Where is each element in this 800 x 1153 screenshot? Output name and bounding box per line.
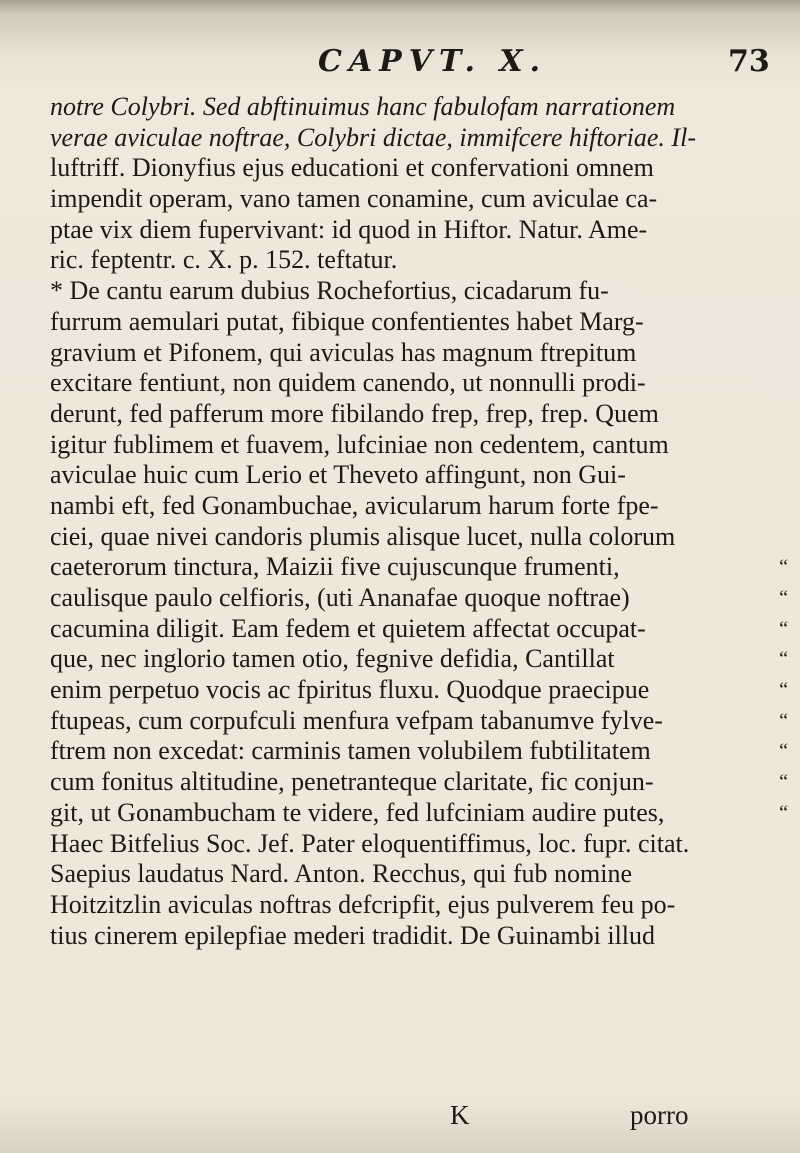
- text-line: [50, 245, 780, 276]
- text-line-content: igitur fublimem et fuavem, lufciniae non cedentem, cantum: [50, 429, 669, 459]
- text-line-content: tius cinerem epilepfiae mederi tradidit. De Guinambi illud: [50, 920, 656, 950]
- catchword: porro: [630, 1100, 689, 1130]
- text-line: [50, 276, 780, 307]
- text-line-content: Haec Bitfelius Soc. Jef. Pater eloquentiffimus, loc. fupr. citat.: [50, 828, 690, 858]
- text-line: [50, 890, 780, 921]
- text-line: [50, 491, 780, 522]
- text-line-content: luftriff. Dionyfius ejus educationi et confervationi omnem: [50, 153, 654, 183]
- text-line: [50, 613, 788, 645]
- text-line-content: gravium et Pifonem, qui aviculas has magnum ftrepitum: [50, 337, 637, 367]
- text-line: [50, 399, 780, 430]
- text-line-content: ric. feptentr. c. X. p. 152. teftatur.: [50, 245, 398, 275]
- text-line: [50, 644, 788, 675]
- text-line-content: caeterorum tinctura, Maizii five cujuscunque frumenti,: [50, 552, 620, 582]
- quotation-mark: “: [779, 556, 788, 579]
- text-line-content: cacumina diligit. Eam fedem et quietem affectat occupat-: [50, 613, 646, 643]
- text-line: [50, 797, 788, 829]
- text-line: [50, 829, 780, 860]
- text-line: [50, 307, 780, 338]
- text-line: [50, 338, 780, 369]
- text-line: [50, 705, 788, 737]
- text-line-content: aviculae huic cum Lerio et Theveto affingunt, non Gui-: [50, 460, 626, 490]
- text-line: [50, 675, 788, 706]
- page-top-edge: [0, 0, 800, 14]
- text-line-content: * De cantu earum dubius Rochefortius, cicadarum fu-: [50, 276, 609, 306]
- text-line: [50, 430, 780, 461]
- text-line: [50, 583, 788, 614]
- text-line-content: excitare fentiunt, non quidem canendo, ut nonnulli prodi-: [50, 368, 646, 398]
- text-line: [50, 921, 780, 952]
- text-line-content: impendit operam, vano tamen conamine, cum aviculae ca-: [50, 184, 658, 214]
- text-line-content: ptae vix diem fupervivant: id quod in Hiftor. Natur. Ame-: [50, 214, 648, 244]
- text-line-content: ciei, quae nivei candoris plumis alisque lucet, nulla colorum: [50, 521, 676, 551]
- quotation-mark: “: [779, 771, 788, 794]
- text-line: [50, 859, 780, 890]
- quotation-mark: “: [779, 740, 788, 763]
- quotation-mark: “: [779, 648, 788, 671]
- text-line-content: que, nec inglorio tamen otio, fegnive defidia, Cantillat: [50, 644, 615, 674]
- running-head: CAPVT. X.: [318, 44, 548, 79]
- signature-mark: K: [450, 1100, 470, 1130]
- text-line: [50, 184, 780, 215]
- text-line: [50, 767, 788, 798]
- quotation-mark: “: [779, 709, 788, 732]
- text-line-content: derunt, fed pafferum more fibilando frep, frep, frep. Quem: [50, 398, 659, 428]
- text-line-content: caulisque paulo celfioris, (uti Ananafae quoque noftrae): [50, 583, 630, 612]
- text-line-content: enim perpetuo vocis ac fpiritus fluxu. Quodque praecipue: [50, 675, 650, 705]
- page-number: 73: [728, 44, 770, 79]
- text-line: [50, 552, 788, 583]
- text-line: [50, 92, 780, 123]
- text-line-content: Saepius laudatus Nard. Anton. Recchus, qui fub nomine: [50, 859, 633, 889]
- text-line-content: notre Colybri. Sed abftinuimus hanc fabulofam narrationem: [50, 92, 676, 121]
- text-line-content: git, ut Gonambucham te videre, fed lufciniam audire putes,: [50, 797, 665, 827]
- text-line-content: ftupeas, cum corpufculi menfura vefpam tabanumve fylve-: [50, 705, 663, 735]
- quotation-mark: “: [779, 801, 788, 824]
- text-line: [50, 522, 780, 553]
- text-line-content: ftrem non excedat: carminis tamen volubilem fubtilitatem: [50, 736, 651, 766]
- text-line: [50, 215, 780, 246]
- text-line-content: Hoitzitzlin aviculas noftras defcripfit, ejus pulverem feu po-: [50, 889, 676, 919]
- page-header: [0, 44, 800, 88]
- text-line: [50, 460, 780, 491]
- quotation-mark: “: [779, 587, 788, 609]
- text-line: [50, 123, 780, 154]
- text-line-content: nambi eft, fed Gonambuchae, avicularum harum forte fpe-: [50, 490, 659, 520]
- text-line-content: cum fonitus altitudine, penetranteque claritate, fic conjun-: [50, 767, 654, 797]
- quotation-mark: “: [779, 679, 788, 702]
- text-line: [50, 368, 780, 399]
- text-line-content: furrum aemulari putat, fibique confentientes habet Marg-: [50, 306, 644, 336]
- text-line: [50, 736, 788, 767]
- page-footer: [50, 1100, 780, 1134]
- text-line: [50, 153, 780, 184]
- text-line-content: verae aviculae noftrae, Colybri dictae, immifcere hiftoriae. Il-: [50, 122, 696, 152]
- body-text: [50, 92, 788, 951]
- quotation-mark: “: [779, 617, 788, 640]
